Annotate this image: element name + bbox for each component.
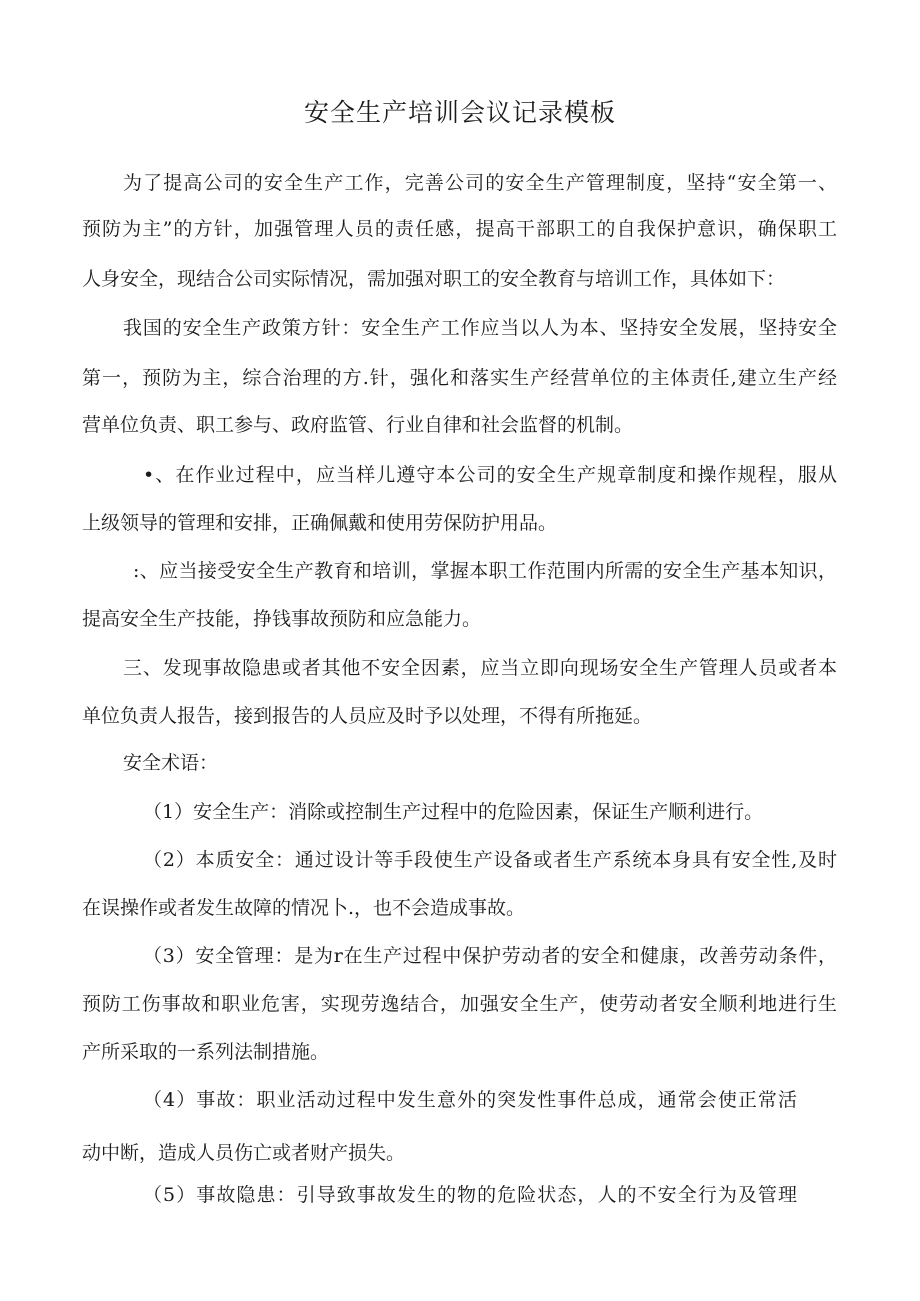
paragraph-line: •、在作业过程中，应当样儿遵守本公司的安全生产规章制度和操作规程，服从	[143, 464, 837, 486]
paragraph-line: 为了提高公司的安全生产工作，完善公司的安全生产管理制度，坚持“安全第一、	[123, 172, 837, 194]
paragraph-line: 预防工伤事故和职业危害，实现劳逸结合，加强安全生产，使劳动者安全顺利地进行生	[82, 993, 837, 1015]
paragraph-line: :、应当接受安全生产教育和培训，掌握本职工作范围内所需的安全生产基本知识，	[133, 560, 837, 582]
paragraph-line: 我国的安全生产政策方针：安全生产工作应当以人为本、坚持安全发展，坚持安全	[123, 317, 837, 339]
paragraph-line: 第一，预防为主，综合治理的方.针，强化和落实生产经营单位的主体责任,建立生产经	[82, 367, 837, 389]
paragraph-line: （5）事故隐患：引导致事故发生的物的危险状态，人的不安全行为及管理	[143, 1184, 797, 1206]
document-title: 安全生产培训会议记录模板	[303, 98, 616, 127]
paragraph-line: 上级领导的管理和安排，正确佩戴和使用劳保防护用品。	[82, 512, 558, 534]
paragraph-line: 产所采取的一系列法制措施。	[82, 1041, 330, 1063]
paragraph-line: 提高安全生产技能，挣钱事故预防和应急能力。	[82, 608, 482, 630]
paragraph-line: 预防为主”的方针，加强管理人员的责任感，提高干部职工的自我保护意识，确保职工	[82, 218, 837, 240]
paragraph-line: 动中断，造成人员伤亡或者财产损失。	[82, 1142, 406, 1164]
paragraph-line: 三、发现事故隐患或者其他不安全因素，应当立即向现场安全生产管理人员或者本	[123, 657, 837, 679]
paragraph-line: 营单位负责、职工参与、政府监管、行业自律和社会监督的机制。	[82, 414, 634, 436]
paragraph-line: 单位负责人报告，接到报告的人员应及时予以处理，不得有所拖延。	[82, 705, 653, 727]
paragraph-line: 在误操作或者发生故障的情况卜.，也不会造成事故。	[82, 897, 526, 919]
paragraph-line: （3）安全管理：是为r在生产过程中保护劳动者的安全和健康，改善劳动条件，	[143, 945, 837, 967]
paragraph-line: （4）事故：职业活动过程中发生意外的突发性事件总成，通常会使正常活	[143, 1089, 797, 1111]
paragraph-line: 安全术语：	[123, 752, 219, 774]
paragraph-line: 人身安全，现结合公司实际情况，需加强对职工的安全教育与培训工作，具体如下：	[82, 268, 786, 290]
paragraph-line: （1）安全生产：消除或控制生产过程中的危险因素，保证生产顺利进行。	[143, 801, 764, 823]
paragraph-line: （2）本质安全：通过设计等手段使生产设备或者生产系统本身具有安全性,及时	[143, 849, 837, 871]
